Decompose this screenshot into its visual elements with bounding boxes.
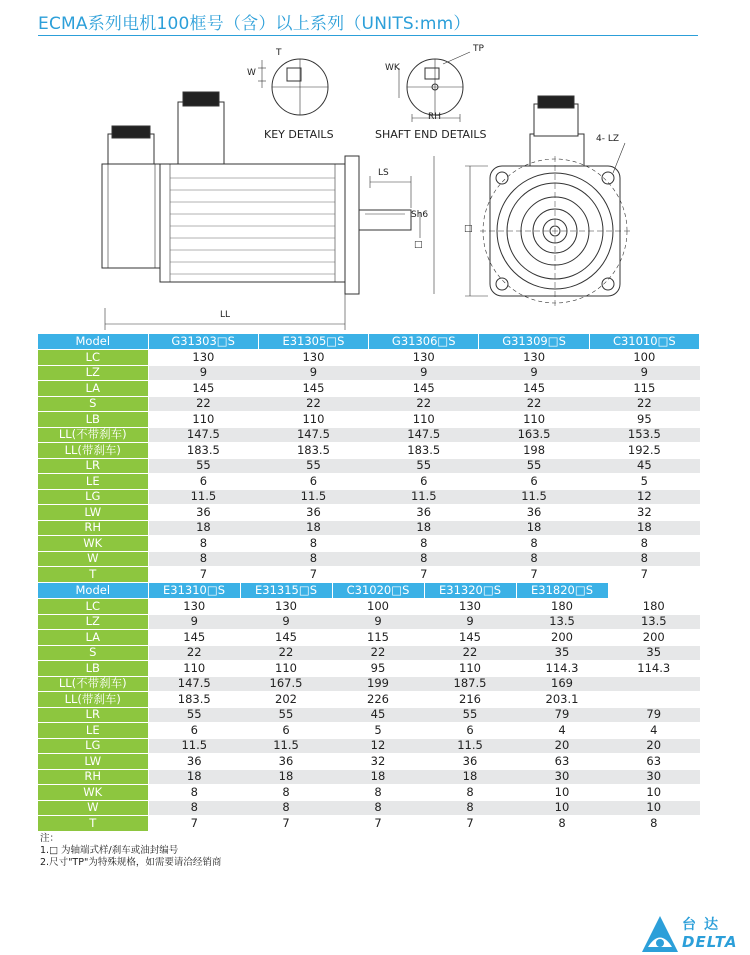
value-cell: 147.5 xyxy=(258,427,368,443)
row-label: LZ xyxy=(38,365,148,381)
value-cell: 8 xyxy=(332,800,424,816)
value-cell: 20 xyxy=(608,738,700,754)
value-cell: 8 xyxy=(148,800,240,816)
value-cell: 183.5 xyxy=(369,443,479,459)
table-row xyxy=(38,381,700,397)
value-cell: 9 xyxy=(589,365,699,381)
value-cell: 30 xyxy=(608,769,700,785)
value-cell: 18 xyxy=(369,520,479,536)
shaft-key-slot xyxy=(425,68,439,79)
row-label: LC xyxy=(38,350,148,366)
value-cell: 8 xyxy=(332,785,424,801)
value-cell: 130 xyxy=(424,599,516,615)
value-cell: 18 xyxy=(332,769,424,785)
dim-tp-label: TP xyxy=(473,44,484,54)
value-cell: 11.5 xyxy=(148,738,240,754)
table-row xyxy=(38,692,700,708)
value-cell: 8 xyxy=(516,816,608,832)
value-cell: 32 xyxy=(589,505,699,521)
row-label: LB xyxy=(38,661,148,677)
motor-body xyxy=(160,164,345,282)
value-cell: 18 xyxy=(240,769,332,785)
value-cell: 8 xyxy=(369,536,479,552)
value-cell: 8 xyxy=(608,816,700,832)
value-cell: 200 xyxy=(608,630,700,646)
value-cell: 45 xyxy=(589,458,699,474)
delta-logo xyxy=(640,912,750,955)
spec-table-1 xyxy=(38,334,700,583)
value-cell: 169 xyxy=(516,676,608,692)
table-row xyxy=(38,676,700,692)
value-cell: 130 xyxy=(369,350,479,366)
value-cell: 9 xyxy=(479,365,589,381)
dim-t-label: T xyxy=(276,48,282,58)
row-label: LR xyxy=(38,458,148,474)
value-cell: 6 xyxy=(240,723,332,739)
table-row xyxy=(38,412,700,428)
table-row xyxy=(38,427,700,443)
value-cell: 198 xyxy=(479,443,589,459)
value-cell: 4 xyxy=(608,723,700,739)
row-label: LG xyxy=(38,738,148,754)
motor-dimension-drawing xyxy=(0,38,750,330)
row-label: LA xyxy=(38,381,148,397)
value-cell: 130 xyxy=(148,599,240,615)
value-cell: 130 xyxy=(240,599,332,615)
value-cell: 55 xyxy=(479,458,589,474)
value-cell: 22 xyxy=(258,396,368,412)
table-row xyxy=(38,551,700,567)
value-cell: 130 xyxy=(258,350,368,366)
value-cell: 8 xyxy=(479,536,589,552)
value-cell: 11.5 xyxy=(258,489,368,505)
row-label: T xyxy=(38,816,148,832)
value-cell: 145 xyxy=(258,381,368,397)
value-cell: 183.5 xyxy=(148,692,240,708)
model-cell: G31306□S xyxy=(369,334,479,350)
value-cell: 9 xyxy=(369,365,479,381)
value-cell: 130 xyxy=(148,350,258,366)
motor-flange xyxy=(345,156,359,294)
value-cell: 130 xyxy=(479,350,589,366)
value-cell: 22 xyxy=(589,396,699,412)
value-cell: 36 xyxy=(148,754,240,770)
page-title: ECMA系列电机100框号（含）以上系列（UNITS:mm） xyxy=(38,14,471,34)
value-cell: 36 xyxy=(148,505,258,521)
value-cell: 183.5 xyxy=(258,443,368,459)
value-cell: 167.5 xyxy=(240,676,332,692)
value-cell: 8 xyxy=(240,785,332,801)
value-cell: 13.5 xyxy=(516,614,608,630)
value-cell: 147.5 xyxy=(148,676,240,692)
table-row xyxy=(38,365,700,381)
title-divider xyxy=(38,35,698,36)
table-row xyxy=(38,769,700,785)
value-cell: 63 xyxy=(516,754,608,770)
model-cell: E31310□S xyxy=(148,583,240,599)
value-cell: 22 xyxy=(479,396,589,412)
value-cell: 95 xyxy=(332,661,424,677)
value-cell: 79 xyxy=(608,707,700,723)
value-cell: 36 xyxy=(479,505,589,521)
value-cell: 7 xyxy=(369,567,479,583)
value-cell: 5 xyxy=(332,723,424,739)
value-cell: 145 xyxy=(148,630,240,646)
value-cell: 110 xyxy=(479,412,589,428)
value-cell: 110 xyxy=(240,661,332,677)
value-cell: 145 xyxy=(240,630,332,646)
value-cell: 7 xyxy=(240,816,332,832)
value-cell: 9 xyxy=(332,614,424,630)
value-cell: 8 xyxy=(424,800,516,816)
value-cell: 180 xyxy=(516,599,608,615)
row-label: RH xyxy=(38,769,148,785)
value-cell: 6 xyxy=(148,723,240,739)
value-cell: 22 xyxy=(424,645,516,661)
shaft-end-details-label: SHAFT END DETAILS xyxy=(375,128,487,141)
value-cell: 55 xyxy=(424,707,516,723)
value-cell: 6 xyxy=(479,474,589,490)
value-cell: 8 xyxy=(369,551,479,567)
value-cell: 35 xyxy=(608,645,700,661)
value-cell: 145 xyxy=(479,381,589,397)
value-cell: 8 xyxy=(479,551,589,567)
row-label: W xyxy=(38,551,148,567)
table-row xyxy=(38,350,700,366)
power-connector xyxy=(178,102,224,164)
table-row xyxy=(38,396,700,412)
delta-triangle-icon xyxy=(640,914,680,954)
value-cell: 163.5 xyxy=(479,427,589,443)
value-cell: 110 xyxy=(369,412,479,428)
value-cell: 22 xyxy=(148,645,240,661)
model-label: Model xyxy=(38,334,148,350)
table-header-row xyxy=(38,583,700,599)
dim-ls-label: LS xyxy=(378,168,389,178)
front-view-housing xyxy=(530,134,584,168)
value-cell: 226 xyxy=(332,692,424,708)
value-cell: 145 xyxy=(424,630,516,646)
row-label: S xyxy=(38,396,148,412)
table-row xyxy=(38,599,700,615)
value-cell: 145 xyxy=(369,381,479,397)
row-label: LL(带刹车) xyxy=(38,443,148,459)
value-cell: 8 xyxy=(148,785,240,801)
row-label: LL(不带刹车) xyxy=(38,676,148,692)
dim-rh-label: RH xyxy=(428,112,442,122)
footnotes xyxy=(40,833,221,869)
dim-w-label: W xyxy=(247,68,256,78)
spec-table-2 xyxy=(38,583,700,832)
value-cell: 8 xyxy=(148,536,258,552)
table-row xyxy=(38,474,700,490)
value-cell: 115 xyxy=(332,630,424,646)
value-cell: 32 xyxy=(332,754,424,770)
model-cell: C31010□S xyxy=(589,334,699,350)
table-row xyxy=(38,645,700,661)
value-cell: 36 xyxy=(240,754,332,770)
model-cell: G31309□S xyxy=(479,334,589,350)
value-cell: 110 xyxy=(424,661,516,677)
value-cell: 8 xyxy=(240,800,332,816)
value-cell: 22 xyxy=(369,396,479,412)
table-row xyxy=(38,785,700,801)
value-cell: 8 xyxy=(589,536,699,552)
value-cell: 36 xyxy=(424,754,516,770)
footnote-heading: 注： xyxy=(40,833,60,844)
value-cell: 13.5 xyxy=(608,614,700,630)
value-cell: 63 xyxy=(608,754,700,770)
model-cell: E31820□S xyxy=(516,583,608,599)
value-cell: 11.5 xyxy=(240,738,332,754)
table-row xyxy=(38,567,700,583)
value-cell: 10 xyxy=(608,785,700,801)
value-cell: 9 xyxy=(240,614,332,630)
value-cell: 55 xyxy=(240,707,332,723)
value-cell: 7 xyxy=(479,567,589,583)
value-cell: 22 xyxy=(332,645,424,661)
table-row xyxy=(38,520,700,536)
value-cell: 7 xyxy=(258,567,368,583)
value-cell: 110 xyxy=(258,412,368,428)
spec-table-1-body xyxy=(38,350,700,583)
model-cell: C31020□S xyxy=(332,583,424,599)
value-cell: 22 xyxy=(148,396,258,412)
row-label: LR xyxy=(38,707,148,723)
value-cell: 18 xyxy=(148,520,258,536)
row-label: LA xyxy=(38,630,148,646)
value-cell: 203.1 xyxy=(516,692,608,708)
table-row xyxy=(38,661,700,677)
value-cell: 20 xyxy=(516,738,608,754)
value-cell: 202 xyxy=(240,692,332,708)
model-cell: E31305□S xyxy=(258,334,368,350)
value-cell: 22 xyxy=(240,645,332,661)
value-cell: 12 xyxy=(332,738,424,754)
value-cell: 35 xyxy=(516,645,608,661)
value-cell: 18 xyxy=(258,520,368,536)
value-cell: 8 xyxy=(258,551,368,567)
row-label: LZ xyxy=(38,614,148,630)
value-cell: 6 xyxy=(258,474,368,490)
table-row xyxy=(38,458,700,474)
row-label: LW xyxy=(38,754,148,770)
row-label: LW xyxy=(38,505,148,521)
value-cell: 192.5 xyxy=(589,443,699,459)
table-row xyxy=(38,614,700,630)
value-cell: 4 xyxy=(516,723,608,739)
row-label: WK xyxy=(38,785,148,801)
model-cell-empty xyxy=(608,583,700,599)
value-cell: 145 xyxy=(148,381,258,397)
value-cell: 36 xyxy=(369,505,479,521)
value-cell: 11.5 xyxy=(148,489,258,505)
table-row xyxy=(38,443,700,459)
dim-sh6-label: Sh6 xyxy=(411,210,429,220)
value-cell: 187.5 xyxy=(424,676,516,692)
row-label: LL(不带刹车) xyxy=(38,427,148,443)
value-cell: 8 xyxy=(148,551,258,567)
table-row xyxy=(38,505,700,521)
value-cell: 10 xyxy=(516,785,608,801)
value-cell: 9 xyxy=(148,365,258,381)
key-slot xyxy=(287,68,301,81)
row-label: LB xyxy=(38,412,148,428)
value-cell: 18 xyxy=(479,520,589,536)
value-cell xyxy=(608,676,700,692)
value-cell: 100 xyxy=(589,350,699,366)
table-row xyxy=(38,723,700,739)
table-row xyxy=(38,707,700,723)
table-row xyxy=(38,738,700,754)
value-cell: 114.3 xyxy=(516,661,608,677)
dim-wk-label: WK xyxy=(385,63,400,73)
value-cell: 100 xyxy=(332,599,424,615)
row-label: W xyxy=(38,800,148,816)
table-row xyxy=(38,816,700,832)
value-cell: 6 xyxy=(424,723,516,739)
value-cell: 55 xyxy=(148,458,258,474)
value-cell: 110 xyxy=(148,412,258,428)
value-cell: 11.5 xyxy=(424,738,516,754)
value-cell: 55 xyxy=(258,458,368,474)
value-cell: 6 xyxy=(369,474,479,490)
row-label: T xyxy=(38,567,148,583)
row-label: LC xyxy=(38,599,148,615)
logo-chinese-text: 台达 xyxy=(682,917,726,933)
value-cell: 79 xyxy=(516,707,608,723)
value-cell: 55 xyxy=(148,707,240,723)
value-cell: 147.5 xyxy=(148,427,258,443)
value-cell: 10 xyxy=(516,800,608,816)
value-cell: 115 xyxy=(589,381,699,397)
logo-english-text: DELTA xyxy=(682,933,738,951)
value-cell: 7 xyxy=(332,816,424,832)
value-cell: 55 xyxy=(369,458,479,474)
value-cell: 153.5 xyxy=(589,427,699,443)
dim-square-label: □ xyxy=(464,224,473,234)
value-cell: 7 xyxy=(589,567,699,583)
value-cell: 180 xyxy=(608,599,700,615)
spec-table-2-body xyxy=(38,599,700,832)
value-cell: 9 xyxy=(424,614,516,630)
model-cell: E31315□S xyxy=(240,583,332,599)
value-cell: 216 xyxy=(424,692,516,708)
row-label: LL(带刹车) xyxy=(38,692,148,708)
table-row xyxy=(38,536,700,552)
encoder-housing xyxy=(102,164,160,268)
value-cell: 12 xyxy=(589,489,699,505)
dim-lz-label: 4- LZ xyxy=(596,134,620,144)
row-label: LE xyxy=(38,474,148,490)
motor-shaft xyxy=(359,210,411,230)
value-cell: 110 xyxy=(148,661,240,677)
table-header-row xyxy=(38,334,700,350)
table-row xyxy=(38,630,700,646)
row-label: LE xyxy=(38,723,148,739)
value-cell: 18 xyxy=(148,769,240,785)
motor-drawing-svg xyxy=(0,38,750,330)
value-cell: 95 xyxy=(589,412,699,428)
value-cell: 7 xyxy=(148,567,258,583)
row-label: WK xyxy=(38,536,148,552)
value-cell: 9 xyxy=(258,365,368,381)
value-cell: 8 xyxy=(258,536,368,552)
value-cell: 36 xyxy=(258,505,368,521)
value-cell: 183.5 xyxy=(148,443,258,459)
value-cell xyxy=(608,692,700,708)
value-cell: 114.3 xyxy=(608,661,700,677)
value-cell: 9 xyxy=(148,614,240,630)
value-cell: 18 xyxy=(424,769,516,785)
value-cell: 5 xyxy=(589,474,699,490)
dim-ll-label: LL xyxy=(220,310,231,320)
key-details-label: KEY DETAILS xyxy=(264,128,334,141)
footnote-item: 1.□ 为轴端式样/刹车或油封编号 xyxy=(40,845,179,856)
row-label: LG xyxy=(38,489,148,505)
row-label: RH xyxy=(38,520,148,536)
table-row xyxy=(38,489,700,505)
table-row xyxy=(38,800,700,816)
value-cell: 7 xyxy=(148,816,240,832)
value-cell: 200 xyxy=(516,630,608,646)
value-cell: 45 xyxy=(332,707,424,723)
table-row xyxy=(38,754,700,770)
value-cell: 11.5 xyxy=(369,489,479,505)
model-label: Model xyxy=(38,583,148,599)
value-cell: 30 xyxy=(516,769,608,785)
model-cell: E31320□S xyxy=(424,583,516,599)
dim-square-label-2: □ xyxy=(414,240,423,250)
value-cell: 8 xyxy=(589,551,699,567)
value-cell: 147.5 xyxy=(369,427,479,443)
row-label: S xyxy=(38,645,148,661)
value-cell: 10 xyxy=(608,800,700,816)
value-cell: 6 xyxy=(148,474,258,490)
value-cell: 7 xyxy=(424,816,516,832)
value-cell: 199 xyxy=(332,676,424,692)
model-cell: G31303□S xyxy=(148,334,258,350)
value-cell: 18 xyxy=(589,520,699,536)
value-cell: 11.5 xyxy=(479,489,589,505)
value-cell: 8 xyxy=(424,785,516,801)
footnote-item: 2.尺寸"TP"为特殊规格，如需要请洽经销商 xyxy=(40,857,222,868)
